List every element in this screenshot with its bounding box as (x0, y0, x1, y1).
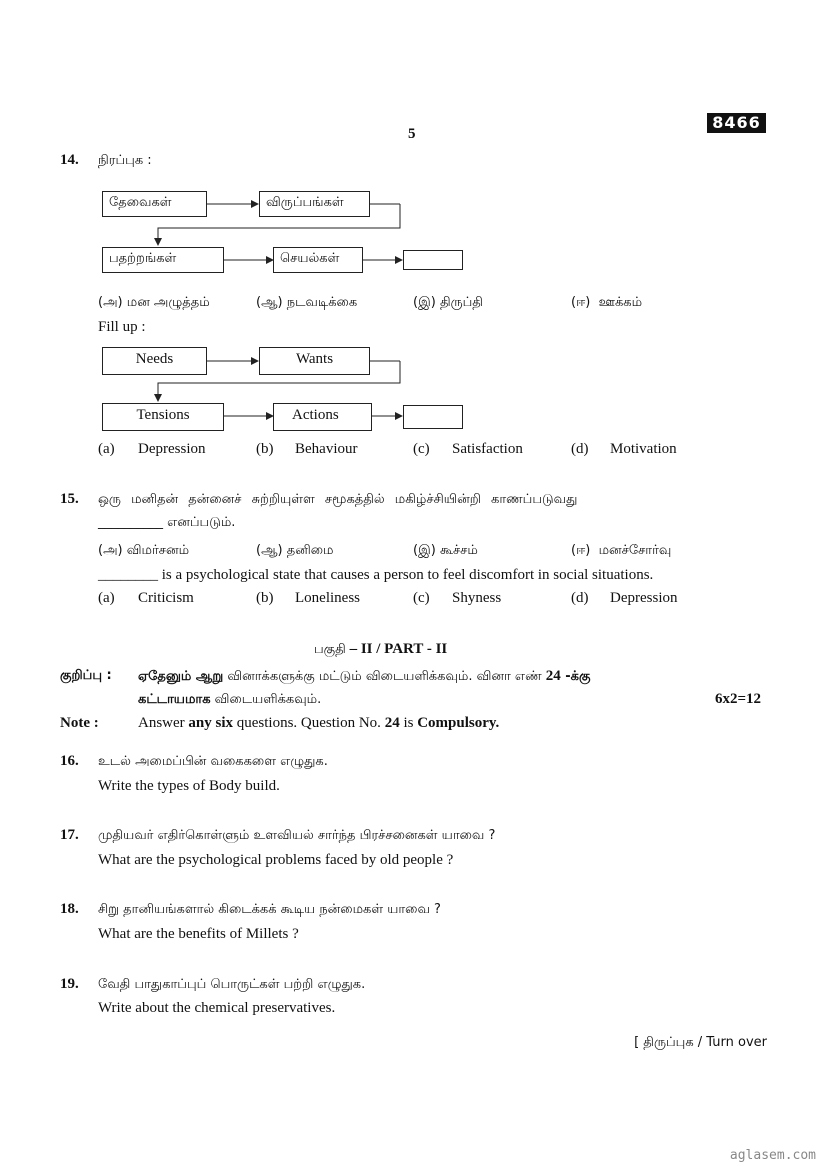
q14-number: 14. (60, 152, 79, 168)
q14-english-instruction: Fill up : (98, 319, 146, 335)
q14-option-b-text: Behaviour (295, 441, 358, 457)
q15-option-c-text: Shyness (452, 590, 502, 606)
q16-tamil: உடல் அமைப்பின் வகைகளை எழுதுக. (98, 754, 328, 769)
q14-box-needs: Needs (102, 347, 207, 375)
q15-tamil-option-a: (அ) விமர்சனம் (98, 543, 190, 558)
watermark: aglasem.com (729, 1148, 816, 1163)
turn-over-note: [ திருப்புக / Turn over (634, 1035, 767, 1050)
q14-tamil-option-c: (இ) திருப்தி (413, 295, 483, 310)
q15-option-a-text: Criticism (138, 590, 194, 606)
q14-option-a-label: (a) (98, 441, 115, 457)
q14-tamil-option-b: (ஆ) நடவடிக்கை (256, 295, 358, 310)
q14-blank-box (403, 405, 463, 429)
q14-box-tensions: Tensions (102, 403, 224, 431)
q14-tamil-option-d: (ஈ) ஊக்கம் (571, 295, 643, 310)
q14-tamil-instruction: நிரப்புக : (98, 153, 152, 168)
q15-tamil-line2: __________ எனப்படும். (98, 515, 236, 530)
note-tamil-label: குறிப்பு : (60, 668, 112, 683)
note-english-label: Note : (60, 715, 99, 731)
q14-option-c-text: Satisfaction (452, 441, 523, 457)
q17-tamil: முதியவர் எதிர்கொள்ளும் உளவியல் சார்ந்த பிரச்சனைகள் யாவை ? (98, 828, 496, 843)
q15-option-b-text: Loneliness (295, 590, 360, 606)
q14-box-actions-tamil: செயல்கள் (273, 247, 363, 273)
q18-tamil: சிறு தானியங்களால் கிடைக்கக் கூடிய நன்மைகள் யாவை ? (98, 902, 441, 917)
q16-english: Write the types of Body build. (98, 778, 280, 794)
page-number: 5 (408, 126, 416, 142)
q15-tamil-option-d: (ஈ) மனச்சோர்வு (571, 543, 672, 558)
q16-number: 16. (60, 753, 79, 769)
note-tamil-line1: ஏதேனும் ஆறு வினாக்களுக்கு மட்டும் விடையளிக்கவும். வினா எண் 24 -க்கு (138, 668, 591, 684)
note-tamil-line2: கட்டாயமாக விடையளிக்கவும். (138, 692, 322, 707)
q14-option-a-text: Depression (138, 441, 206, 457)
q14-box-wants: Wants (259, 347, 370, 375)
q14-box-wants-tamil: விருப்பங்கள் (259, 191, 370, 217)
q14-option-d-label: (d) (571, 441, 589, 457)
note-english-text: Answer any six questions. Question No. 24 is Compulsory. (138, 715, 500, 731)
q15-option-b-label: (b) (256, 590, 274, 606)
q17-english: What are the psychological problems faced by old people ? (98, 852, 454, 868)
q15-tamil-option-c: (இ) கூச்சம் (413, 543, 478, 558)
q14-box-tensions-tamil: பதற்றங்கள் (102, 247, 224, 273)
q18-number: 18. (60, 901, 79, 917)
q14-option-c-label: (c) (413, 441, 430, 457)
q19-english: Write about the chemical preservatives. (98, 1000, 336, 1016)
q14-tamil-option-a: (அ) மன அழுத்தம் (98, 295, 210, 310)
q19-tamil: வேதி பாதுகாப்புப் பொருட்கள் பற்றி எழுதுக. (98, 977, 366, 992)
part-ii-heading: பகுதி – II / PART - II (314, 641, 448, 657)
q17-number: 17. (60, 827, 79, 843)
q14-box-needs-tamil: தேவைகள் (102, 191, 207, 217)
q15-english-text: ________ is a psychological state that causes a person to feel discomfort in social situations. (98, 567, 654, 583)
q19-number: 19. (60, 976, 79, 992)
q14-option-b-label: (b) (256, 441, 274, 457)
marks-allocation: 6x2=12 (715, 691, 762, 707)
q15-tamil-option-b: (ஆ) தனிமை (256, 543, 334, 558)
q15-option-a-label: (a) (98, 590, 115, 606)
q14-box-actions: Actions (273, 403, 372, 431)
q15-number: 15. (60, 491, 79, 507)
paper-code-badge: 8466 (707, 113, 766, 133)
q15-tamil-line1: ஒரு மனிதன் தன்னைச் சுற்றியுள்ள சமூகத்தில் மகிழ்ச்சியின்றி காணப்படுவது (98, 492, 578, 507)
q15-option-c-label: (c) (413, 590, 430, 606)
q15-option-d-text: Depression (610, 590, 678, 606)
q18-english: What are the benefits of Millets ? (98, 926, 299, 942)
q15-option-d-label: (d) (571, 590, 589, 606)
q14-option-d-text: Motivation (610, 441, 677, 457)
